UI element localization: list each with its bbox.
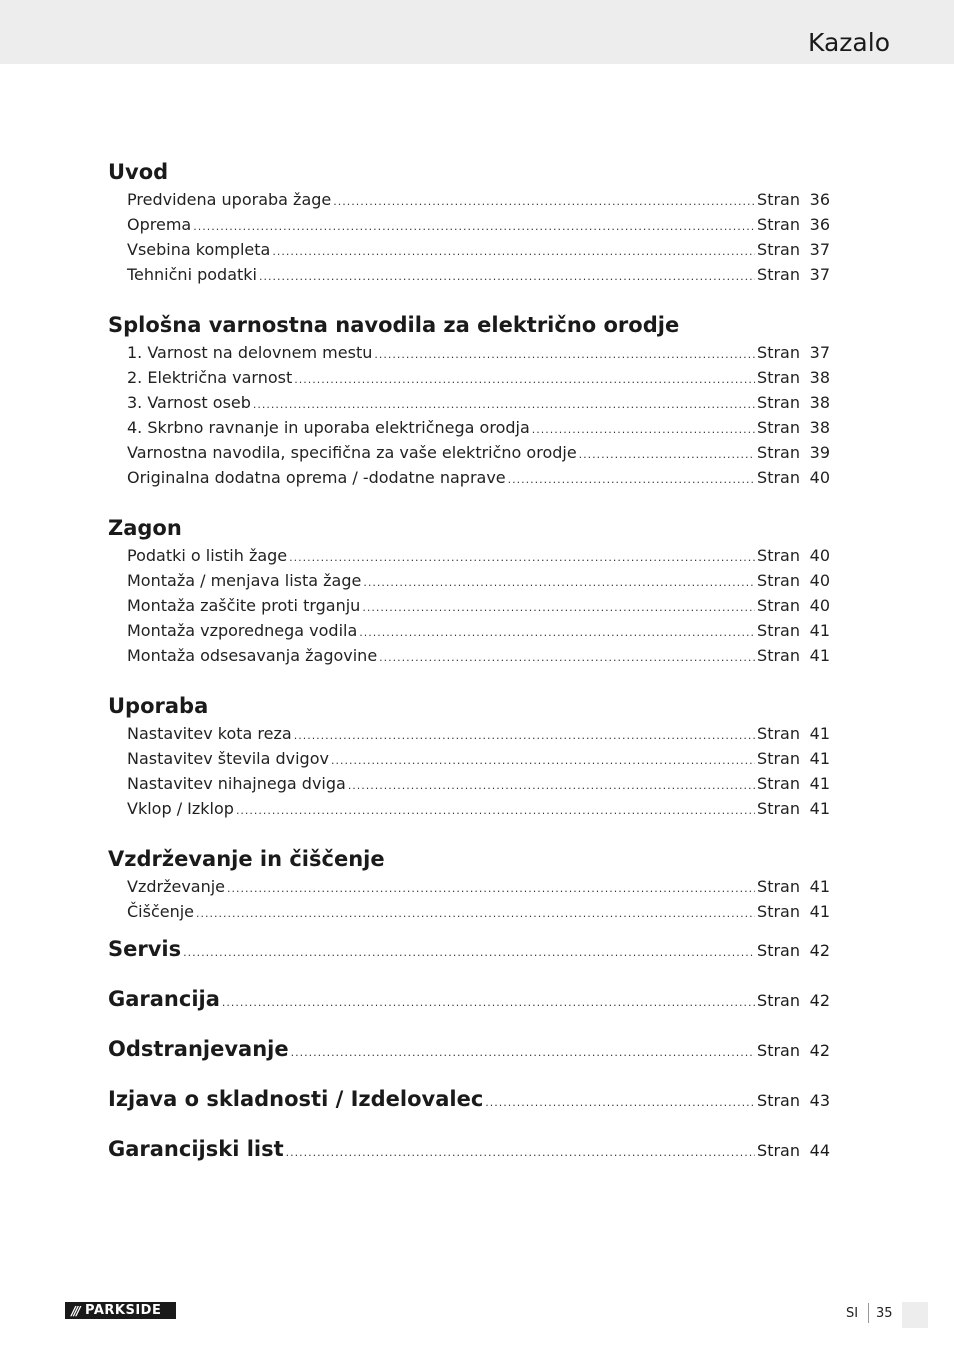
- leader-dots: [294, 367, 755, 392]
- toc-single-entry[interactable]: [108, 924, 830, 974]
- leader-dots: [196, 901, 755, 926]
- leader-dots: [363, 570, 755, 595]
- table-of-contents: [108, 157, 830, 1174]
- toc-entry[interactable]: [108, 899, 830, 924]
- leader-dots: [259, 264, 755, 289]
- toc-entry-page: 41: [809, 774, 830, 793]
- toc-entry-stran: Stran: [757, 749, 800, 768]
- page-title: Kazalo: [808, 28, 890, 57]
- toc-section: [108, 157, 830, 287]
- toc-entry-label: Originalna dodatna oprema / -dodatne naprave: [127, 468, 506, 487]
- toc-entry-stran: Stran: [757, 190, 800, 209]
- toc-entry-page: 42: [809, 941, 830, 960]
- toc-section-title: Splošna varnostna navodila za električno orodje: [108, 313, 680, 337]
- toc-entry-page: 44: [809, 1141, 830, 1160]
- toc-entry-label: Montaža vzporednega vodila: [127, 621, 358, 640]
- toc-entry[interactable]: [108, 340, 830, 365]
- toc-entry-label: 3. Varnost oseb: [127, 393, 251, 412]
- toc-entry-page: 38: [809, 368, 830, 387]
- toc-entry-stran: Stran: [757, 646, 800, 665]
- leader-dots: [359, 620, 755, 645]
- toc-section-title: Zagon: [108, 516, 182, 540]
- toc-entry-stran: Stran: [757, 343, 800, 362]
- leader-dots: [253, 392, 755, 417]
- page-corner-box: [902, 1302, 928, 1328]
- toc-entry-label: Nastavitev kota reza: [127, 724, 292, 743]
- toc-entry-stran: Stran: [757, 724, 800, 743]
- toc-entry-page: 36: [809, 190, 830, 209]
- toc-entry-label: 4. Skrbno ravnanje in uporaba električnega orodja: [127, 418, 530, 437]
- toc-entry-label: Podatki o listih žage: [127, 546, 288, 565]
- parkside-logo: [65, 1302, 176, 1319]
- toc-section-title: Uporaba: [108, 694, 209, 718]
- toc-section-title: Odstranjevanje: [108, 1037, 289, 1061]
- leader-dots: [379, 645, 755, 670]
- toc-entry-page: 41: [809, 877, 830, 896]
- toc-entry-stran: Stran: [757, 596, 800, 615]
- toc-entry[interactable]: [108, 721, 830, 746]
- leader-dots: [331, 748, 755, 773]
- toc-entry-stran: Stran: [757, 468, 800, 487]
- toc-entry-page: 41: [809, 621, 830, 640]
- leader-dots: [222, 978, 755, 1028]
- toc-entry[interactable]: [108, 643, 830, 668]
- toc-entry-stran: Stran: [757, 393, 800, 412]
- toc-single-entry[interactable]: [108, 974, 830, 1024]
- toc-entry[interactable]: [108, 618, 830, 643]
- toc-entry-label: Montaža / menjava lista žage: [127, 571, 362, 590]
- toc-entry-stran: Stran: [757, 621, 800, 640]
- toc-entry[interactable]: [108, 262, 830, 287]
- toc-entry[interactable]: [108, 390, 830, 415]
- toc-entry-stran: Stran: [757, 941, 800, 960]
- toc-entry-page: 40: [809, 596, 830, 615]
- toc-entry-page: 43: [809, 1091, 830, 1110]
- toc-entry-stran: Stran: [757, 991, 800, 1010]
- leader-dots: [291, 1028, 755, 1078]
- toc-entry-label: Vsebina kompleta: [127, 240, 271, 259]
- toc-entry[interactable]: [108, 415, 830, 440]
- toc-entry[interactable]: [108, 440, 830, 465]
- toc-entry-page: 38: [809, 393, 830, 412]
- toc-entry-stran: Stran: [757, 418, 800, 437]
- leader-dots: [579, 442, 755, 467]
- toc-entry-stran: Stran: [757, 799, 800, 818]
- toc-section-title: Izjava o skladnosti / Izdelovalec: [108, 1087, 484, 1111]
- toc-entry-page: 40: [809, 468, 830, 487]
- toc-entry-page: 39: [809, 443, 830, 462]
- brand-name: PARKSIDE: [85, 1303, 162, 1318]
- toc-entry-label: 1. Varnost na delovnem mestu: [127, 343, 373, 362]
- leader-dots: [532, 417, 755, 442]
- leader-dots: [362, 595, 755, 620]
- leader-dots: [236, 798, 755, 823]
- toc-entry[interactable]: [108, 237, 830, 262]
- toc-section-title: Uvod: [108, 160, 169, 184]
- toc-entry[interactable]: [108, 796, 830, 821]
- page-number: 35: [876, 1306, 893, 1321]
- toc-entry-page: 42: [809, 991, 830, 1010]
- toc-section-title: Garancija: [108, 987, 220, 1011]
- leader-dots: [183, 928, 755, 978]
- toc-entry-label: Oprema: [127, 215, 192, 234]
- toc-entry-stran: Stran: [757, 215, 800, 234]
- toc-entry-stran: Stran: [757, 902, 800, 921]
- leader-dots: [286, 1128, 755, 1178]
- toc-entry-page: 37: [809, 240, 830, 259]
- toc-entry-page: 37: [809, 343, 830, 362]
- toc-entry-stran: Stran: [757, 1091, 800, 1110]
- toc-section: [108, 310, 830, 490]
- toc-entry-stran: Stran: [757, 265, 800, 284]
- toc-entry-label: Predvidena uporaba žage: [127, 190, 332, 209]
- toc-entry[interactable]: [108, 543, 830, 568]
- toc-entry-page: 41: [809, 902, 830, 921]
- footer-divider: [868, 1303, 869, 1323]
- toc-section-title: Servis: [108, 937, 182, 961]
- toc-entry-page: 41: [809, 799, 830, 818]
- toc-entry[interactable]: [108, 187, 830, 212]
- toc-entry-page: 37: [809, 265, 830, 284]
- toc-entry-page: 36: [809, 215, 830, 234]
- toc-entry[interactable]: [108, 365, 830, 390]
- toc-entry[interactable]: [108, 746, 830, 771]
- toc-entry-stran: Stran: [757, 1041, 800, 1060]
- toc-entry-label: Montaža odsesavanja žagovine: [127, 646, 378, 665]
- toc-entry-stran: Stran: [757, 546, 800, 565]
- leader-dots: [227, 876, 755, 901]
- toc-entry-stran: Stran: [757, 1141, 800, 1160]
- toc-entry-label: Nastavitev števila dvigov: [127, 749, 329, 768]
- toc-entry-page: 38: [809, 418, 830, 437]
- toc-entry-page: 40: [809, 571, 830, 590]
- toc-entry-label: Tehnični podatki: [127, 265, 257, 284]
- toc-section: [108, 513, 830, 668]
- logo-stripes-icon: ///: [71, 1303, 79, 1318]
- toc-entry-label: Vzdrževanje: [127, 877, 226, 896]
- toc-entry-stran: Stran: [757, 240, 800, 259]
- toc-entry-stran: Stran: [757, 571, 800, 590]
- leader-dots: [333, 189, 755, 214]
- toc-entry-stran: Stran: [757, 443, 800, 462]
- toc-entry[interactable]: [108, 593, 830, 618]
- toc-entry-page: 40: [809, 546, 830, 565]
- leader-dots: [193, 214, 755, 239]
- toc-entry-page: 42: [809, 1041, 830, 1060]
- toc-section: [108, 691, 830, 821]
- toc-entry[interactable]: [108, 874, 830, 899]
- toc-entry-stran: Stran: [757, 774, 800, 793]
- toc-entry-label: Varnostna navodila, specifična za vaše električno orodje: [127, 443, 577, 462]
- toc-entry-page: 41: [809, 724, 830, 743]
- toc-entry-label: Montaža zaščite proti trganju: [127, 596, 361, 615]
- toc-single-entry[interactable]: [108, 1074, 830, 1124]
- toc-entry-label: Čiščenje: [127, 902, 195, 921]
- header-bar: [0, 0, 954, 64]
- leader-dots: [374, 342, 755, 367]
- toc-entry-label: Vklop / Izklop: [127, 799, 234, 818]
- leader-dots: [289, 545, 755, 570]
- toc-entry-label: Nastavitev nihajnega dviga: [127, 774, 346, 793]
- toc-entry-page: 41: [809, 749, 830, 768]
- toc-entry[interactable]: [108, 771, 830, 796]
- toc-single-entry[interactable]: [108, 1124, 830, 1174]
- leader-dots: [348, 773, 755, 798]
- leader-dots: [485, 1078, 755, 1128]
- toc-entry[interactable]: [108, 465, 830, 490]
- toc-section-title: Vzdrževanje in čiščenje: [108, 847, 385, 871]
- toc-entry[interactable]: [108, 568, 830, 593]
- leader-dots: [272, 239, 755, 264]
- toc-section: [108, 844, 830, 924]
- toc-entry-page: 41: [809, 646, 830, 665]
- leader-dots: [508, 467, 755, 492]
- leader-dots: [294, 723, 755, 748]
- toc-entry-stran: Stran: [757, 368, 800, 387]
- language-code: SI: [846, 1306, 859, 1321]
- toc-entry[interactable]: [108, 212, 830, 237]
- toc-section-title: Garancijski list: [108, 1137, 284, 1161]
- toc-single-entry[interactable]: [108, 1024, 830, 1074]
- toc-entry-stran: Stran: [757, 877, 800, 896]
- toc-entry-label: 2. Električna varnost: [127, 368, 293, 387]
